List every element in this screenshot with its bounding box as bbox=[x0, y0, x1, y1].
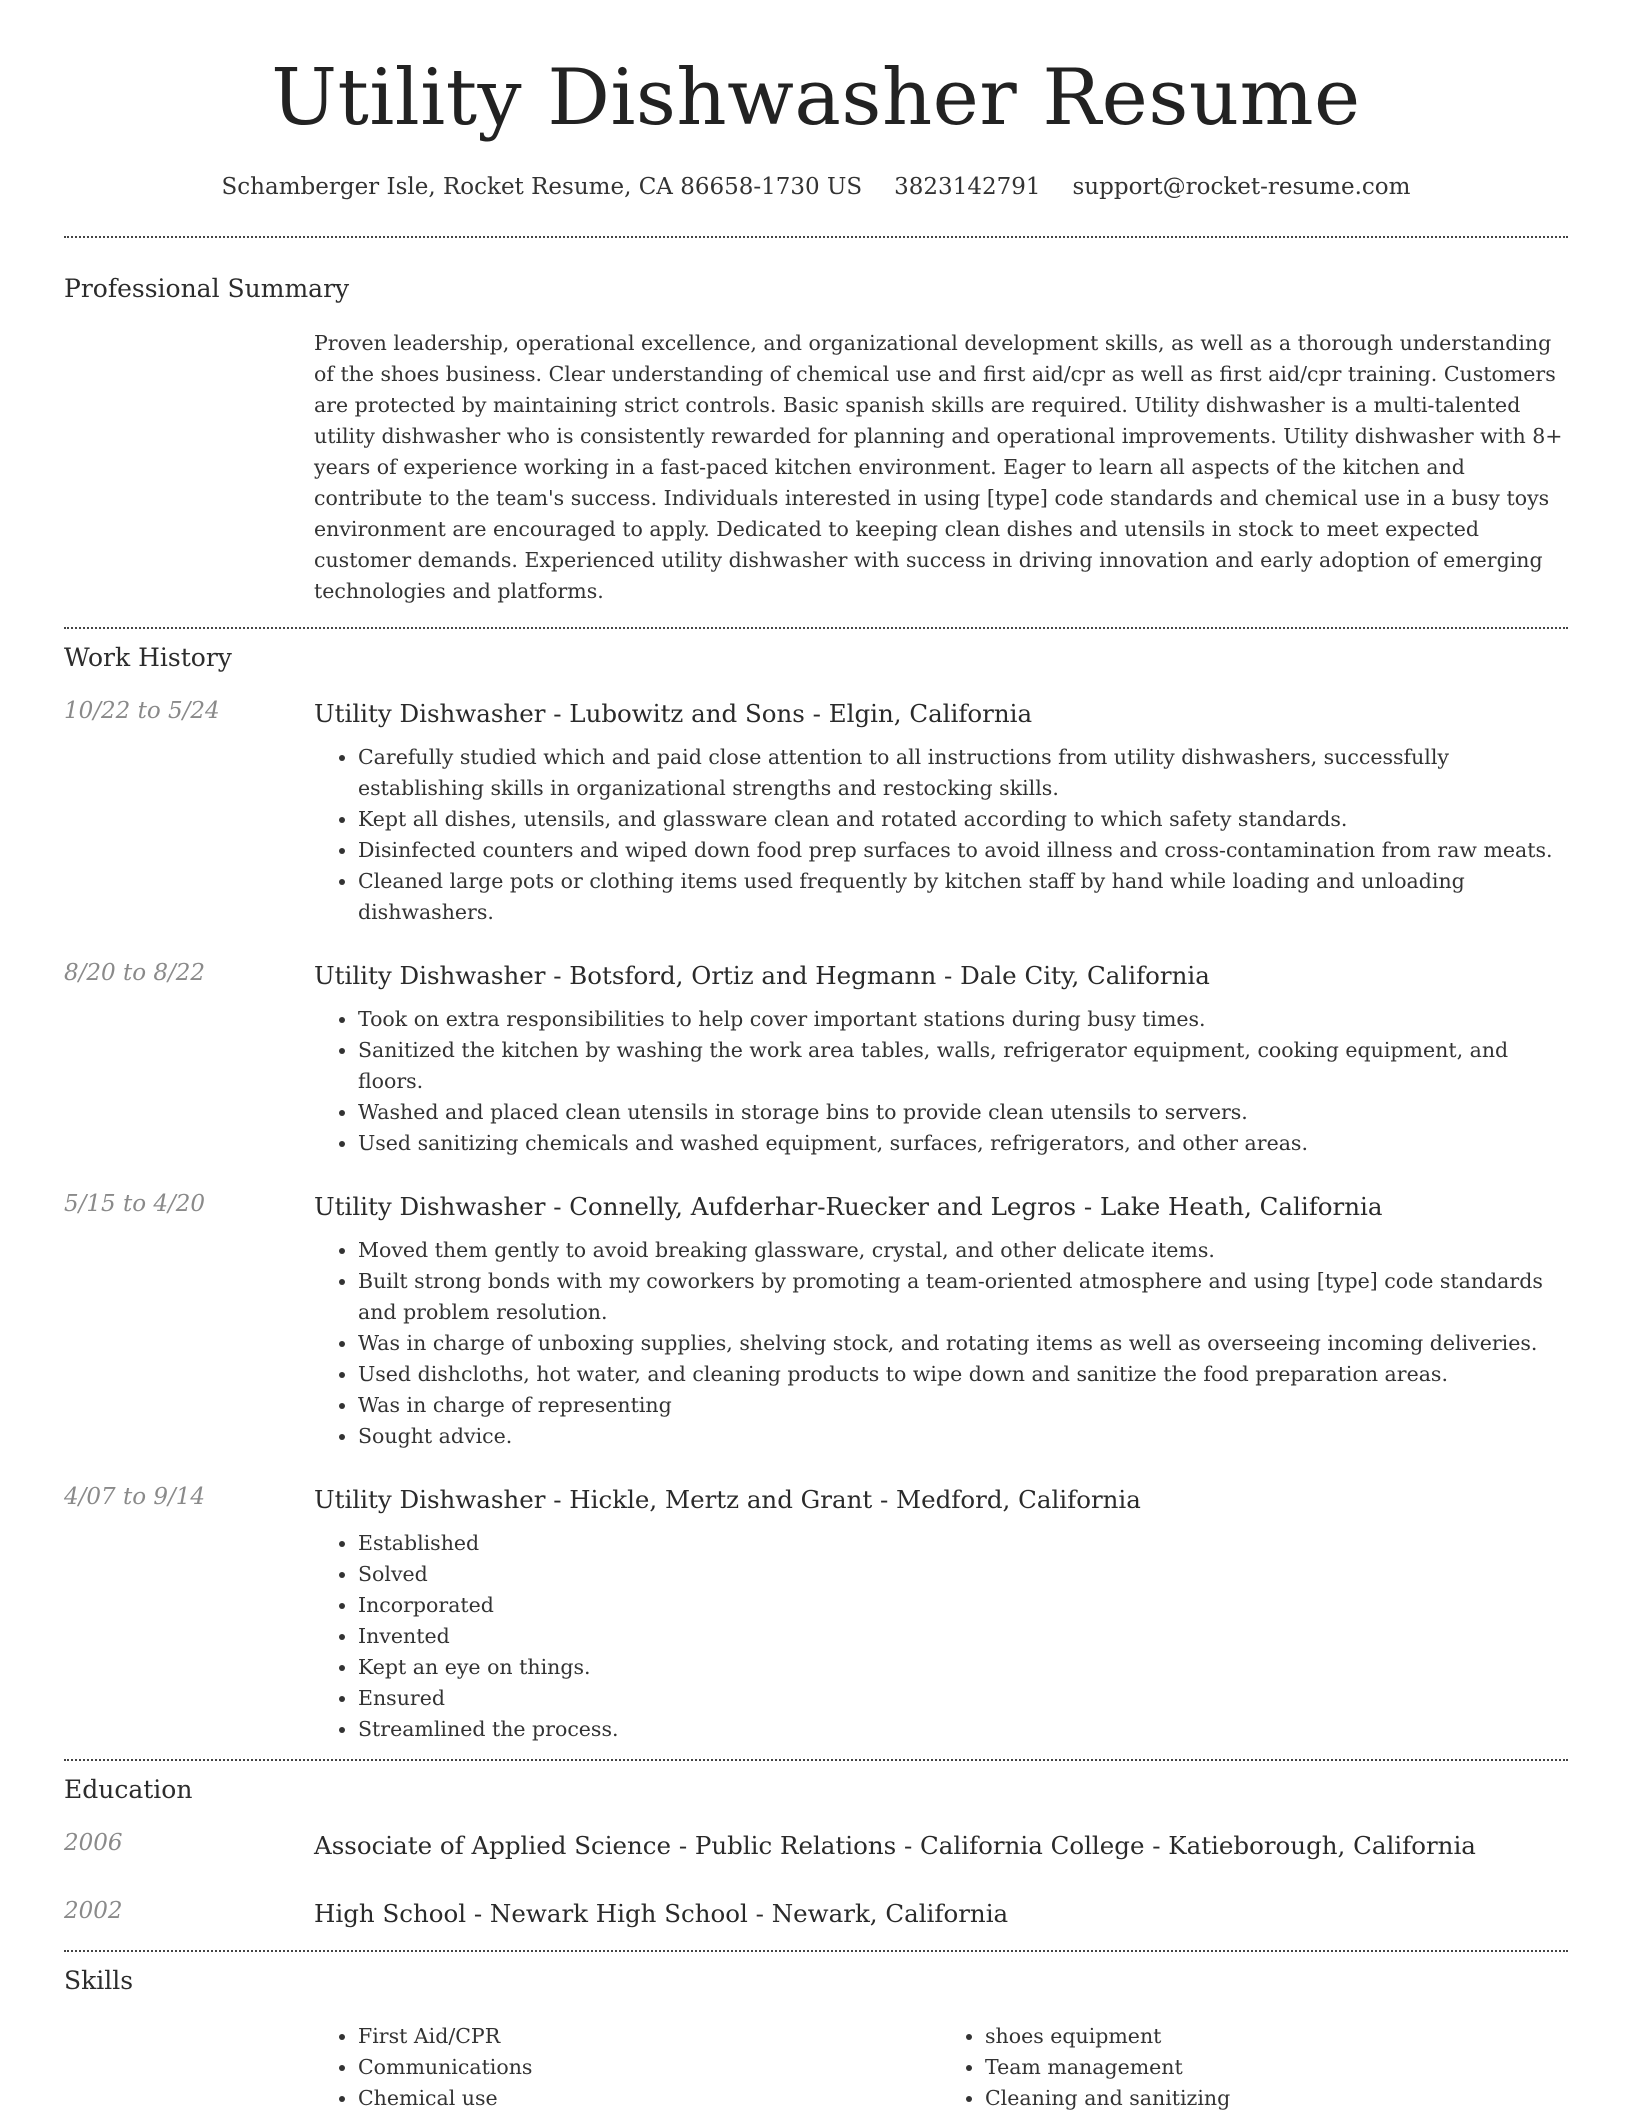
list-item: • Moved them gently to avoid breaking glassware, crystal, and other delicate items. bbox=[358, 1235, 1568, 1266]
list-item: • Used sanitizing chemicals and washed equipment, surfaces, refrigerators, and other areas. bbox=[358, 1128, 1568, 1159]
summary-section bbox=[64, 274, 1568, 607]
job-title: Utility Dishwasher - Botsford, Ortiz and Hegmann - Dale City, California bbox=[314, 960, 1210, 990]
list-item: • Kept all dishes, utensils, and glassware clean and rotated according to which safety standards. bbox=[358, 804, 1568, 835]
list-item: • Sought advice. bbox=[358, 1421, 1568, 1452]
section-divider bbox=[64, 236, 1568, 238]
education-section bbox=[64, 1775, 1568, 1930]
skill-item: • Communications bbox=[358, 2052, 941, 2083]
list-item: • Was in charge of representing bbox=[358, 1390, 1568, 1421]
list-item: • Kept an eye on things. bbox=[358, 1652, 1568, 1683]
list-item: • Was in charge of unboxing supplies, shelving stock, and rotating items as well as overseeing incoming deliveries. bbox=[358, 1328, 1568, 1359]
list-item: • Invented bbox=[358, 1621, 1568, 1652]
job-entry bbox=[64, 1484, 1568, 1745]
contact-line bbox=[64, 174, 1568, 200]
education-title: High School - Newark High School - Newark, California bbox=[314, 1898, 1009, 1928]
contact-phone: 3823142791 bbox=[894, 173, 1041, 200]
summary-heading: Professional Summary bbox=[64, 273, 350, 303]
education-title: Associate of Applied Science - Public Relations - California College - Katieborough, California bbox=[314, 1830, 1476, 1860]
education-year: 2002 bbox=[64, 1897, 123, 1924]
summary-text: Proven leadership, operational excellence, and organizational development skills, as well as a thorough understanding of the shoes business. Clear understanding of chemical use and first aid/cpr as well as first aid/cpr training. Customers are protected by maintaining strict controls. Basic spanish skills are required. Utility dishwasher is a multi-talented utility dishwasher who is consistently rewarded for planning and operational improvements. Utility dishwasher with 8+ years of experience working in a fast-paced kitchen environment. Eager to learn all aspects of the kitchen and contribute to the team's success. Individuals interested in using [type] code standards and chemical use in a busy toys environment are encouraged to apply. Dedicated to keeping clean dishes and utensils in stock to meet expected customer demands. Experienced utility dishwasher with success in driving innovation and early adoption of emerging technologies and platforms. bbox=[314, 330, 1563, 603]
contact-email: support@rocket-resume.com bbox=[1072, 173, 1411, 200]
job-dates: 4/07 to 9/14 bbox=[64, 1483, 206, 1510]
list-item: • Established bbox=[358, 1528, 1568, 1559]
education-year: 2006 bbox=[64, 1829, 123, 1856]
skill-item: • Chemical use bbox=[358, 2083, 941, 2114]
resume-header bbox=[64, 0, 1568, 200]
job-dates: 10/22 to 5/24 bbox=[64, 697, 220, 724]
list-item: • Disinfected counters and wiped down food prep surfaces to avoid illness and cross-contamination from raw meats. bbox=[358, 835, 1568, 866]
section-divider bbox=[64, 627, 1568, 629]
skills-column-left bbox=[314, 2021, 941, 2114]
list-item: • Took on extra responsibilities to help cover important stations during busy times. bbox=[358, 1004, 1568, 1035]
list-item: • Used dishcloths, hot water, and cleaning products to wipe down and sanitize the food preparation areas. bbox=[358, 1359, 1568, 1390]
work-history-section bbox=[64, 643, 1568, 1745]
skills-list bbox=[314, 2021, 1568, 2114]
job-title: Utility Dishwasher - Connelly, Aufderhar-Ruecker and Legros - Lake Heath, California bbox=[314, 1191, 1383, 1221]
job-bullets bbox=[314, 742, 1568, 928]
list-item: • Built strong bonds with my coworkers by promoting a team-oriented atmosphere and using [type] code standards and problem resolution. bbox=[358, 1266, 1568, 1328]
education-entry bbox=[64, 1830, 1568, 1862]
job-bullets bbox=[314, 1235, 1568, 1452]
list-item: • Solved bbox=[358, 1559, 1568, 1590]
skills-heading: Skills bbox=[64, 1965, 134, 1995]
list-item: • Sanitized the kitchen by washing the work area tables, walls, refrigerator equipment, cooking equipment, and floors. bbox=[358, 1035, 1568, 1097]
job-title: Utility Dishwasher - Lubowitz and Sons - Elgin, California bbox=[314, 698, 1033, 728]
education-entry bbox=[64, 1898, 1568, 1930]
job-entry bbox=[64, 960, 1568, 1159]
skills-column-right bbox=[941, 2021, 1568, 2114]
skill-item: • First Aid/CPR bbox=[358, 2021, 941, 2052]
list-item: • Carefully studied which and paid close attention to all instructions from utility dishwashers, successfully establishing skills in organizational strengths and restocking skills. bbox=[358, 742, 1568, 804]
skills-section bbox=[64, 1966, 1568, 2114]
list-item: • Incorporated bbox=[358, 1590, 1568, 1621]
resume-title: Utility Dishwasher Resume bbox=[271, 53, 1361, 143]
job-entry bbox=[64, 1191, 1568, 1452]
list-item: • Streamlined the process. bbox=[358, 1714, 1568, 1745]
work-history-heading: Work History bbox=[64, 642, 232, 672]
job-bullets bbox=[314, 1004, 1568, 1159]
job-dates: 8/20 to 8/22 bbox=[64, 959, 206, 986]
job-dates: 5/15 to 4/20 bbox=[64, 1190, 206, 1217]
list-item: • Ensured bbox=[358, 1683, 1568, 1714]
section-divider bbox=[64, 1950, 1568, 1952]
job-bullets bbox=[314, 1528, 1568, 1745]
job-entry bbox=[64, 698, 1568, 928]
job-title: Utility Dishwasher - Hickle, Mertz and Grant - Medford, California bbox=[314, 1484, 1141, 1514]
skill-item: • Team management bbox=[985, 2052, 1568, 2083]
education-heading: Education bbox=[64, 1774, 193, 1804]
skill-item: • shoes equipment bbox=[985, 2021, 1568, 2052]
list-item: • Washed and placed clean utensils in storage bins to provide clean utensils to servers. bbox=[358, 1097, 1568, 1128]
list-item: • Cleaned large pots or clothing items used frequently by kitchen staff by hand while loading and unloading dishwashers. bbox=[358, 866, 1568, 928]
skill-item: • Cleaning and sanitizing bbox=[985, 2083, 1568, 2114]
section-divider bbox=[64, 1759, 1568, 1761]
contact-address: Schamberger Isle, Rocket Resume, CA 86658-1730 US bbox=[221, 173, 863, 200]
